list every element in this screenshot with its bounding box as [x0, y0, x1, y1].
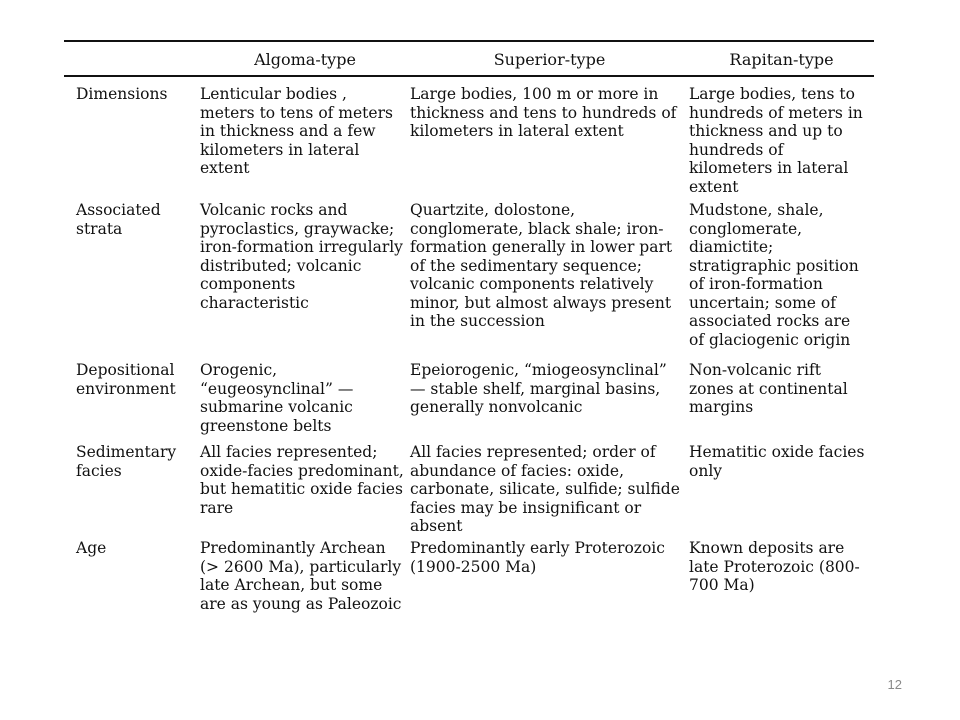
cell-rapitan-depositional-environment: Non-volcanic rift zones at continental margins: [689, 361, 848, 416]
cell-superior-dimensions: Large bodies, 100 m or more in thickness and tens to hundreds of kilometers in lateral extent: [410, 85, 677, 140]
cell-superior-age: Predominantly early Proterozoic (1900-2500 Ma): [410, 539, 665, 576]
cell-rapitan-sedimentary-facies: Hematitic oxide facies only: [689, 443, 865, 480]
cell-superior-associated-strata: Quartzite, dolostone, conglomerate, black shale; iron-formation generally in lower part of the sedimentary sequence; volcanic components relatively minor, but almost always present in the succession: [410, 201, 673, 330]
row-label-associated-strata: Associated strata: [76, 201, 161, 238]
cell-algoma-sedimentary-facies: All facies represented; oxide-facies predominant, but hematitic oxide facies rare: [200, 443, 404, 517]
table-row: [64, 361, 874, 443]
table-row: [64, 77, 874, 201]
header-algoma-type: Algoma-type: [254, 50, 356, 69]
table-header: [64, 48, 874, 77]
header-rapitan-type: Rapitan-type: [729, 50, 834, 69]
cell-rapitan-associated-strata: Mudstone, shale, conglomerate, diamictite; stratigraphic position of iron-formation uncertain; some of associated rocks are of glaciogenic origin: [689, 201, 859, 349]
table-row: [64, 539, 874, 639]
row-label-depositional-environment: Depositional environment: [76, 361, 176, 398]
row-label-sedimentary-facies: Sedimentary facies: [76, 443, 177, 480]
cell-algoma-depositional-environment: Orogenic, “eugeosynclinal” — submarine volcanic greenstone belts: [200, 361, 354, 435]
table-row: [64, 201, 874, 361]
cell-rapitan-age: Known deposits are late Proterozoic (800-700 Ma): [689, 539, 860, 594]
header-superior-type: Superior-type: [493, 50, 606, 69]
table-row: [64, 443, 874, 539]
cell-rapitan-dimensions: Large bodies, tens to hundreds of meters in thickness and up to hundreds of kilometers in lateral extent: [689, 85, 863, 196]
row-label-age: Age: [76, 539, 107, 557]
table-top-rule: [64, 40, 874, 42]
comparison-table: [64, 48, 874, 639]
iron-formation-comparison-table: [64, 40, 874, 639]
cell-superior-sedimentary-facies: All facies represented; order of abundance of facies: oxide, carbonate, silicate, sulfide; sulfide facies may be insignificant or absent: [410, 443, 680, 535]
cell-algoma-associated-strata: Volcanic rocks and pyroclastics, graywacke; iron-formation irregularly distributed; volcanic components characteristic: [200, 201, 403, 312]
cell-algoma-age: Predominantly Archean (> 2600 Ma), particularly late Archean, but some are as young as Paleozoic: [200, 539, 402, 613]
page-number: 12: [887, 677, 902, 692]
cell-algoma-dimensions: Lenticular bodies , meters to tens of meters in thickness and a few kilometers in lateral extent: [200, 85, 393, 177]
header-blank: [64, 48, 200, 75]
cell-superior-depositional-environment: Epeiorogenic, “miogeosynclinal” — stable shelf, marginal basins, generally nonvolcanic: [410, 361, 667, 416]
row-label-dimensions: Dimensions: [76, 85, 168, 103]
